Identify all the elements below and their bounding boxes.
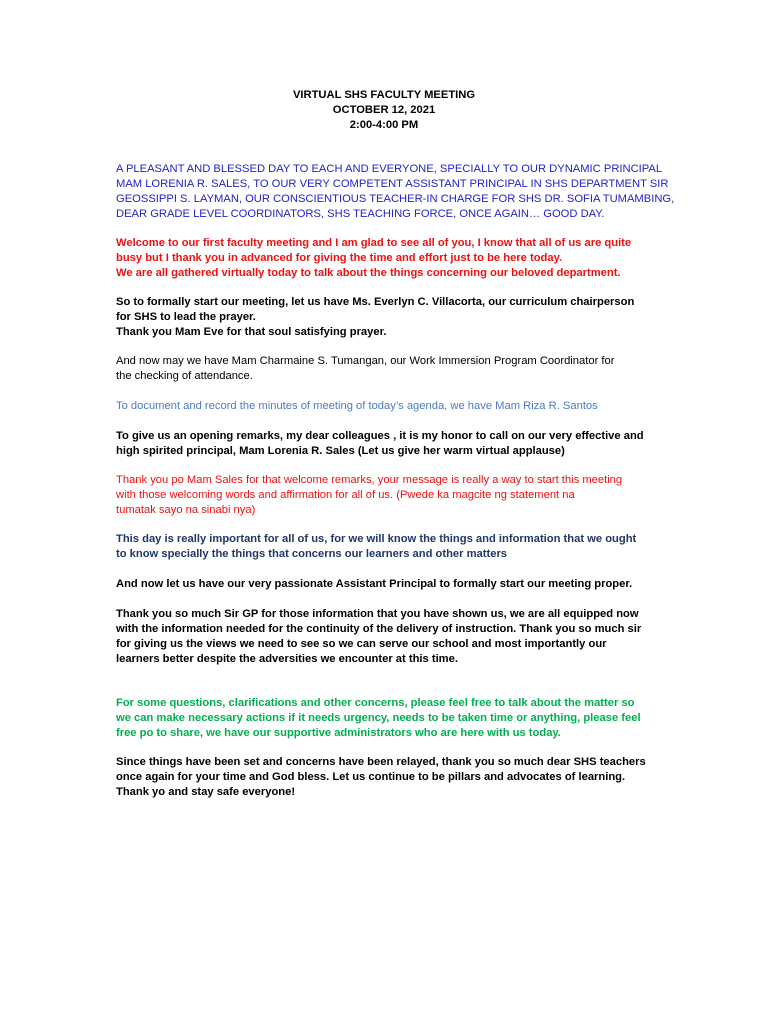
minutes-line: To document and record the minutes of meeting of today’s agenda, we have Mam Riza R. Santos bbox=[116, 400, 598, 412]
thanks-sales-line: with those welcoming words and affirmation for all of us. (Pwede ka magcite ng statement na bbox=[116, 489, 575, 501]
assistant-paragraph bbox=[116, 577, 656, 592]
attendance-line: And now may we have Mam Charmaine S. Tumangan, our Work Immersion Program Coordinator for bbox=[116, 355, 615, 367]
opening-line: high spirited principal, Mam Lorenia R. Sales (Let us give her warm virtual applause) bbox=[116, 445, 565, 457]
questions-line: free po to share, we have our supportive administrators who are here with us today. bbox=[116, 727, 561, 739]
greeting-line: GEOSSIPPI S. LAYMAN, OUR CONSCIENTIOUS TEACHER-IN CHARGE FOR SHS DR. SOFIA TUMAMBING, bbox=[116, 193, 675, 205]
thanks-sales-paragraph bbox=[116, 473, 656, 518]
prayer-paragraph bbox=[116, 295, 656, 340]
prayer-line: Thank you Mam Eve for that soul satisfying prayer. bbox=[116, 326, 387, 338]
thanks-gp-line: for giving us the views we need to see so we can serve our school and most importantly our bbox=[116, 638, 607, 650]
closing-line: Since things have been set and concerns have been relayed, thank you so much dear SHS teachers bbox=[116, 756, 646, 768]
closing-paragraph bbox=[116, 755, 656, 800]
thanks-gp-line: with the information needed for the continuity of the delivery of instruction. Thank you so much sir bbox=[116, 623, 642, 635]
opening-line: To give us an opening remarks, my dear colleagues , it is my honor to call on our very effective and bbox=[116, 430, 644, 442]
welcome-line: We are all gathered virtually today to talk about the things concerning our beloved department. bbox=[116, 267, 621, 279]
attendance-line: the checking of attendance. bbox=[116, 370, 253, 382]
greeting-line: DEAR GRADE LEVEL COORDINATORS, SHS TEACHING FORCE, ONCE AGAIN… GOOD DAY. bbox=[116, 208, 605, 220]
prayer-line: So to formally start our meeting, let us have Ms. Everlyn C. Villacorta, our curriculum chairperson bbox=[116, 296, 635, 308]
welcome-line: Welcome to our first faculty meeting and I am glad to see all of you, I know that all of us are quite bbox=[116, 237, 632, 249]
importance-paragraph bbox=[116, 532, 656, 562]
minutes-paragraph bbox=[116, 399, 656, 414]
thanks-sales-line: Thank you po Mam Sales for that welcome remarks, your message is really a way to start this meeting bbox=[116, 474, 623, 486]
questions-line: For some questions, clarifications and other concerns, please feel free to talk about the matter so bbox=[116, 697, 635, 709]
thanks-gp-paragraph bbox=[116, 607, 656, 667]
thanks-sales-line: tumatak sayo na sinabi nya) bbox=[116, 504, 256, 516]
questions-line: we can make necessary actions if it needs urgency, needs to be taken time or anything, please feel bbox=[116, 712, 641, 724]
meeting-date: OCTOBER 12, 2021 bbox=[332, 104, 436, 116]
opening-paragraph bbox=[116, 429, 656, 459]
assistant-line: And now let us have our very passionate Assistant Principal to formally start our meeting proper. bbox=[116, 578, 633, 590]
attendance-paragraph bbox=[116, 354, 656, 384]
questions-paragraph bbox=[116, 696, 656, 741]
greeting-line: A PLEASANT AND BLESSED DAY TO EACH AND EVERYONE, SPECIALLY TO OUR DYNAMIC PRINCIPAL bbox=[116, 163, 663, 175]
closing-line: once again for your time and God bless. Let us continue to be pillars and advocates of learning. bbox=[116, 771, 626, 783]
importance-line: This day is really important for all of us, for we will know the things and information that we ought bbox=[116, 533, 637, 545]
welcome-paragraph bbox=[116, 236, 656, 281]
closing-line: Thank yo and stay safe everyone! bbox=[116, 786, 296, 798]
thanks-gp-line: learners better despite the adversities we encounter at this time. bbox=[116, 653, 458, 665]
welcome-line: busy but I thank you in advanced for giving the time and effort just to be here today. bbox=[116, 252, 563, 264]
prayer-line: for SHS to lead the prayer. bbox=[116, 311, 256, 323]
meeting-title: VIRTUAL SHS FACULTY MEETING bbox=[292, 89, 476, 101]
importance-line: to know specially the things that concerns our learners and other matters bbox=[116, 548, 508, 560]
meeting-time: 2:00-4:00 PM bbox=[349, 119, 419, 131]
greeting-paragraph bbox=[116, 162, 675, 222]
greeting-line: MAM LORENIA R. SALES, TO OUR VERY COMPETENT ASSISTANT PRINCIPAL IN SHS DEPARTMENT SIR bbox=[116, 178, 669, 190]
document-header bbox=[0, 88, 768, 133]
thanks-gp-line: Thank you so much Sir GP for those information that you have shown us, we are all equipped now bbox=[116, 608, 639, 620]
